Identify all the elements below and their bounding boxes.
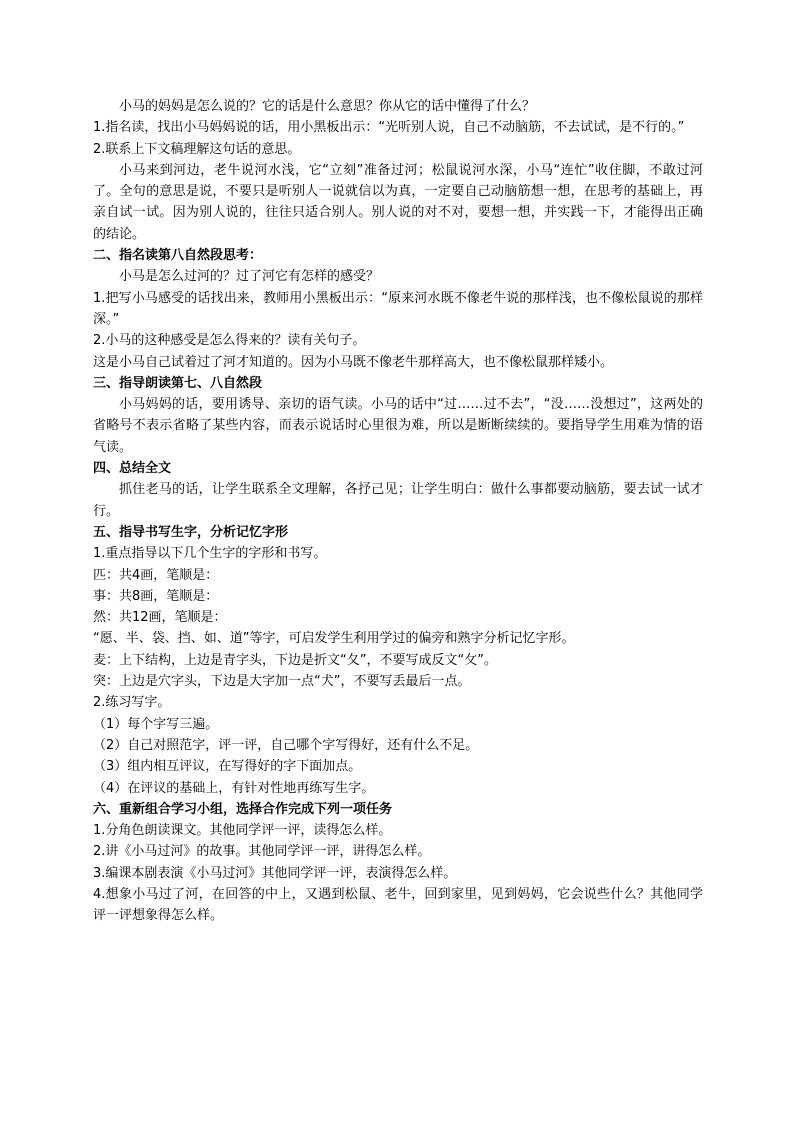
section-heading: 三、指导朗读第七、八自然段	[93, 375, 263, 391]
section-heading: 四、总结全文	[93, 461, 172, 477]
paragraph: 1.分角色朗读课文。其他同学评一评，读得怎么样。	[93, 823, 392, 839]
paragraph: 2.联系上下文稿理解这句话的意思。	[93, 141, 301, 157]
paragraph: （1）每个字写三遍。	[93, 716, 219, 732]
paragraph: 1.指名读，找出小马妈妈说的话，用小黑板出示：“光听别人说，自己不动脑筋，不去试试，是不行的。”	[93, 120, 685, 136]
document-body	[93, 96, 703, 927]
paragraph: 4.想象小马过了河，在回答的中上，又遇到松鼠、老牛，回到家里，见到妈妈，它会说些什么？其他同学评一评想象得怎么样。	[93, 886, 703, 924]
paragraph: 然：共12画，笔顺是：	[93, 610, 227, 626]
paragraph: “愿、半、袋、挡、如、道”等字，可启发学生利用学过的偏旁和熟字分析记忆字形。	[93, 631, 575, 647]
paragraph: 小马妈妈的话，要用诱导、亲切的语气读。小马的话中“过……过不去”，“没……没想过”，这两处的省略号不表示省略了某些内容，而表示说话时心里很为难，所以是断断续续的。要指导学生用难为情的语气读。	[93, 397, 703, 455]
paragraph: 1.把写小马感受的话找出来，教师用小黑板出示：“原来河水既不像老牛说的那样浅，也不像松鼠说的那样深。”	[93, 290, 703, 327]
paragraph: 事：共8画，笔顺是：	[93, 588, 219, 604]
paragraph: 小马的妈妈是怎么说的？它的话是什么意思？你从它的话中懂得了什么？	[119, 99, 536, 114]
paragraph: 突：上边是穴字头，下边是大字加一点“犬”，不要写丢最后一点。	[93, 674, 471, 690]
paragraph: 匹：共4画，笔顺是：	[93, 567, 219, 583]
paragraph: （3）组内相互评议，在写得好的字下面加点。	[93, 759, 362, 775]
paragraph: 2.讲《小马过河》的故事。其他同学评一评，讲得怎么样。	[93, 844, 431, 860]
section-heading: 五、指导书写生字，分析记忆字形	[93, 524, 289, 540]
paragraph: （4）在评议的基础上，有针对性地再练写生字。	[93, 780, 375, 796]
paragraph: （2）自己对照范字，评一评，自己哪个字写得好，还有什么不足。	[93, 737, 479, 753]
paragraph: 2.小马的这种感受是怎么得来的？读有关句子。	[93, 333, 366, 349]
paragraph: 小马来到河边，老牛说河水浅，它“立刻”准备过河；松鼠说河水深，小马“连忙”收住脚，不敢过河了。全句的意思是说，不要只是听别人一说就信以为真，一定要自己动脑筋想一想，在思考的基础上，再亲自试一试。因为别人说的，往往只适合别人。别人说的对不对，要想一想，并实践一下，才能得出正确的结论。	[93, 162, 703, 242]
paragraph: 抓住老马的话，让学生联系全文理解，各抒己见；让学生明白：做什么事都要动脑筋，要去试一试才行。	[93, 482, 703, 519]
paragraph: 这是小马自己试着过了河才知道的。因为小马既不像老牛那样高大，也不像松鼠那样矮小。	[93, 354, 614, 370]
paragraph: 1.重点指导以下几个生字的字形和书写。	[93, 546, 327, 562]
paragraph: 小马是怎么过河的？过了河它有怎样的感受？	[119, 269, 380, 285]
paragraph: 麦：上下结构，上边是青字头，下边是折文“夂”，不要写成反文“攵”。	[93, 652, 497, 668]
paragraph: 3.编课本剧表演《小马过河》其他同学评一评，表演得怎么样。	[93, 865, 457, 881]
paragraph: 2.练习写字。	[93, 695, 171, 711]
section-heading: 二、指名读第八自然段思考：	[93, 248, 263, 264]
section-heading: 六、重新组合学习小组，选择合作完成下列一项任务	[93, 801, 393, 817]
